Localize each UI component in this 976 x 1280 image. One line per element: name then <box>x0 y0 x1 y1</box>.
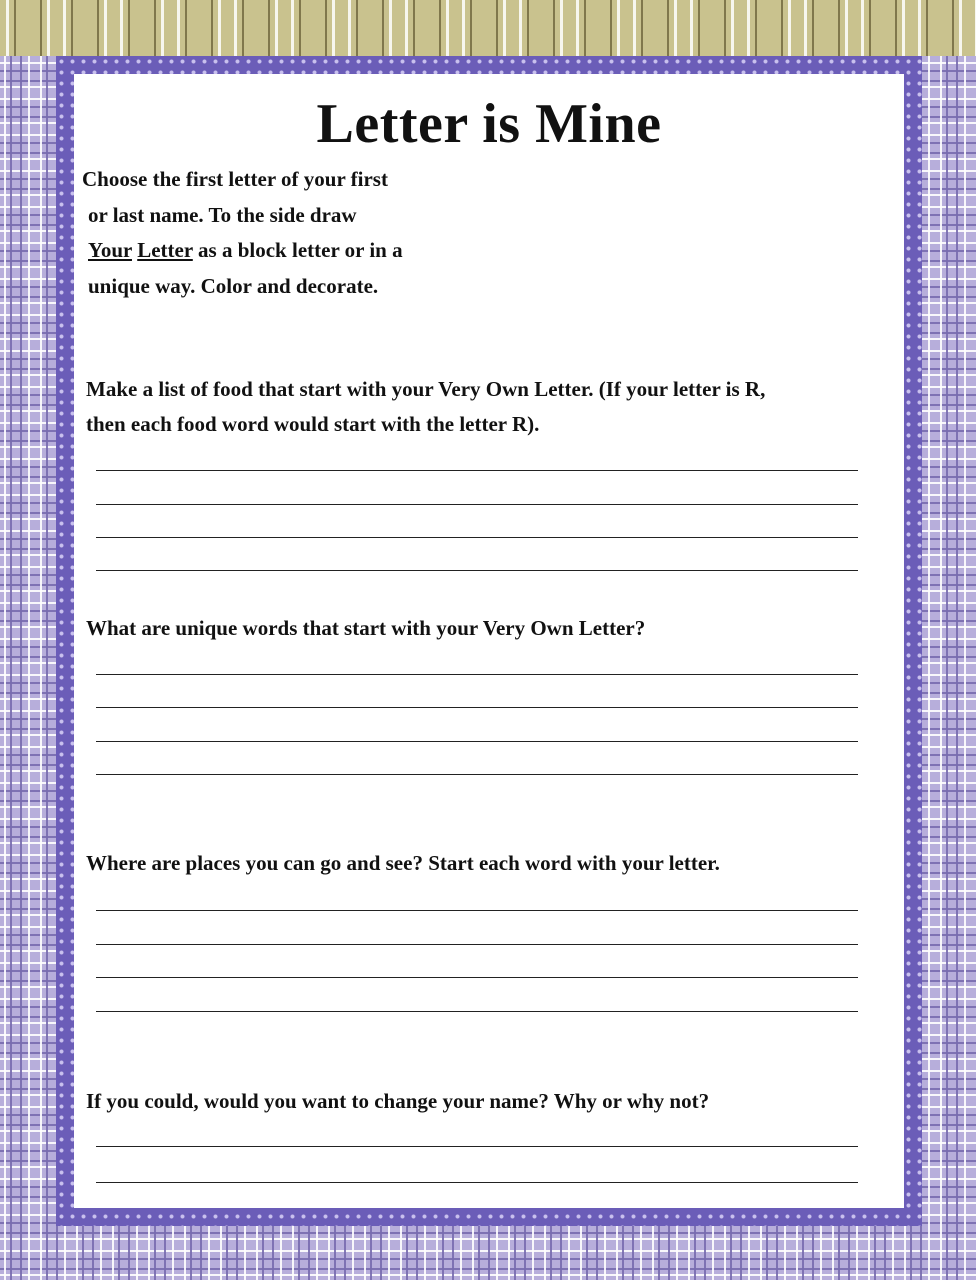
answer-line[interactable] <box>96 537 858 538</box>
question-unique-words <box>86 611 876 646</box>
answer-line[interactable] <box>96 707 858 708</box>
question-change-name-line: If you could, would you want to change your name? Why or why not? <box>86 1089 710 1113</box>
intro-instructions <box>82 162 462 304</box>
question-change-name <box>86 1084 876 1119</box>
answer-line[interactable] <box>96 977 858 978</box>
answer-line[interactable] <box>96 1011 858 1012</box>
question-places-line: Where are places you can go and see? Start each word with your letter. <box>86 851 720 875</box>
intro-line-4: unique way. Color and decorate. <box>88 273 379 298</box>
decorative-top-border <box>0 0 976 56</box>
intro-line-2: or last name. To the side draw <box>88 202 357 227</box>
intro-line-1: Choose the first letter of your first <box>82 167 388 191</box>
answer-line[interactable] <box>96 504 858 505</box>
answer-line[interactable] <box>96 944 858 945</box>
letter-underlined: Letter <box>137 238 193 262</box>
worksheet-title: Letter is Mine <box>316 93 662 155</box>
answer-line[interactable] <box>96 910 858 911</box>
question-places <box>86 846 876 881</box>
answer-line[interactable] <box>96 570 858 571</box>
answer-line[interactable] <box>96 470 858 471</box>
answer-line[interactable] <box>96 741 858 742</box>
question-food <box>86 372 876 442</box>
answer-line[interactable] <box>96 774 858 775</box>
your-underlined: Your <box>88 238 132 262</box>
intro-line-3 <box>82 233 462 269</box>
answer-line[interactable] <box>96 1146 858 1147</box>
answer-line[interactable] <box>96 674 858 675</box>
question-unique-words-line: What are unique words that start with your Very Own Letter? <box>86 616 646 640</box>
answer-line[interactable] <box>96 1182 858 1183</box>
worksheet-page <box>74 74 904 1208</box>
intro-line-3-rest: as a block letter or in a <box>192 238 403 262</box>
question-food-line-1: Make a list of food that start with your Very Own Letter. (If your letter is R, <box>86 377 766 401</box>
question-food-line-2: then each food word would start with the letter R). <box>86 412 540 436</box>
